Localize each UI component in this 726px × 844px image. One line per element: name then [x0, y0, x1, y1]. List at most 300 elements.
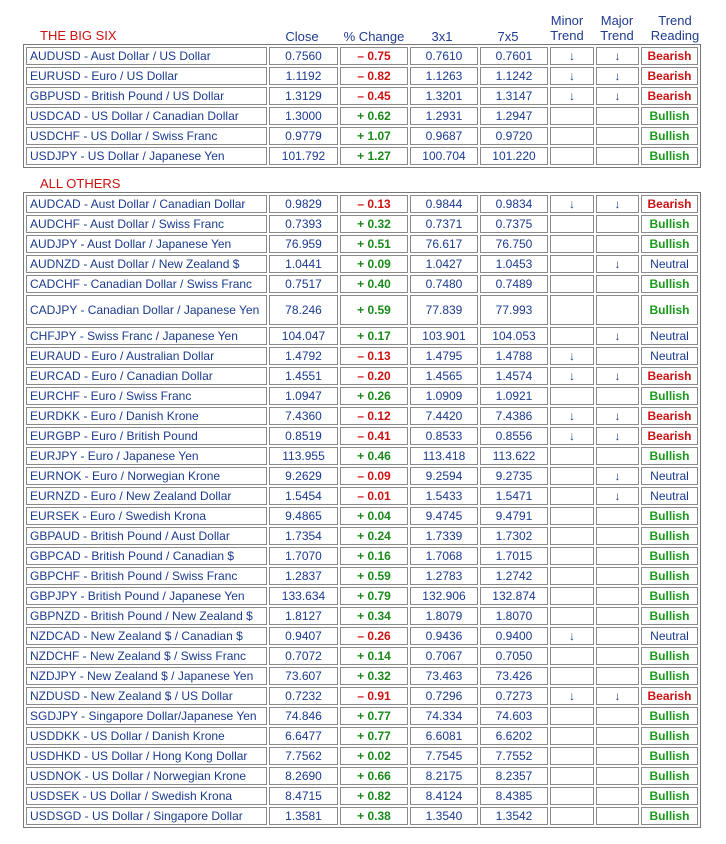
value-3x1: 100.704	[410, 147, 478, 165]
minor-trend-arrow	[550, 807, 594, 825]
value-7x5: 1.4574	[480, 367, 548, 385]
major-trend-arrow	[596, 707, 639, 725]
down-arrow-icon: ↓	[550, 347, 594, 365]
pair-name: AUDUSD - Aust Dollar / US Dollar	[26, 47, 267, 65]
minor-trend-arrow	[550, 255, 594, 273]
value-7x5: 104.053	[480, 327, 548, 345]
down-arrow-icon: ↓	[550, 87, 594, 105]
close-value: 1.5454	[269, 487, 338, 505]
value-7x5: 0.7273	[480, 687, 548, 705]
percent-change: + 0.16	[340, 547, 408, 565]
value-3x1: 1.3201	[410, 87, 478, 105]
header-major-trend-line2: Trend	[600, 28, 634, 43]
pair-name: EURNZD - Euro / New Zealand Dollar	[26, 487, 267, 505]
value-3x1: 103.901	[410, 327, 478, 345]
major-trend-arrow	[596, 447, 639, 465]
value-7x5: 1.3147	[480, 87, 548, 105]
table-row	[26, 275, 698, 293]
close-value: 6.6477	[269, 727, 338, 745]
down-arrow-icon: ↓	[596, 407, 639, 425]
down-arrow-icon: ↓	[596, 427, 639, 445]
value-3x1: 1.0909	[410, 387, 478, 405]
section-title-big-six: THE BIG SIX	[40, 28, 117, 43]
value-3x1: 76.617	[410, 235, 478, 253]
trend-reading: Neutral	[641, 327, 698, 345]
trend-reading: Neutral	[641, 347, 698, 365]
close-value: 9.2629	[269, 467, 338, 485]
value-3x1: 8.4124	[410, 787, 478, 805]
value-7x5: 1.5471	[480, 487, 548, 505]
value-7x5: 8.4385	[480, 787, 548, 805]
trend-reading: Bearish	[641, 407, 698, 425]
percent-change: – 0.09	[340, 467, 408, 485]
down-arrow-icon: ↓	[596, 687, 639, 705]
pair-name: NZDUSD - New Zealand $ / US Dollar	[26, 687, 267, 705]
trend-reading: Neutral	[641, 487, 698, 505]
table-row	[26, 647, 698, 665]
minor-trend-arrow	[550, 727, 594, 745]
close-value: 1.7070	[269, 547, 338, 565]
value-7x5: 9.4791	[480, 507, 548, 525]
major-trend-arrow	[596, 107, 639, 125]
percent-change: – 0.41	[340, 427, 408, 445]
value-3x1: 1.4795	[410, 347, 478, 365]
header-3x1: 3x1	[431, 29, 453, 44]
pair-name: AUDCAD - Aust Dollar / Canadian Dollar	[26, 195, 267, 213]
close-value: 1.3129	[269, 87, 338, 105]
minor-trend-arrow	[550, 787, 594, 805]
minor-trend-arrow	[550, 107, 594, 125]
close-value: 101.792	[269, 147, 338, 165]
percent-change: + 0.82	[340, 787, 408, 805]
value-7x5: 74.603	[480, 707, 548, 725]
table-row	[26, 667, 698, 685]
table-row	[26, 607, 698, 625]
pair-name: USDNOK - US Dollar / Norwegian Krone	[26, 767, 267, 785]
close-value: 1.2837	[269, 567, 338, 585]
minor-trend-arrow	[550, 667, 594, 685]
pair-name: GBPCHF - British Pound / Swiss Franc	[26, 567, 267, 585]
close-value: 76.959	[269, 235, 338, 253]
value-3x1: 8.2175	[410, 767, 478, 785]
table-row	[26, 587, 698, 605]
value-3x1: 1.0427	[410, 255, 478, 273]
value-3x1: 1.4565	[410, 367, 478, 385]
close-value: 1.3581	[269, 807, 338, 825]
value-3x1: 1.2783	[410, 567, 478, 585]
minor-trend-arrow	[550, 747, 594, 765]
percent-change: + 0.77	[340, 727, 408, 745]
value-7x5: 1.0453	[480, 255, 548, 273]
value-7x5: 1.4788	[480, 347, 548, 365]
table-row	[26, 295, 698, 325]
minor-trend-arrow	[550, 235, 594, 253]
major-trend-arrow	[596, 147, 639, 165]
value-3x1: 0.7067	[410, 647, 478, 665]
table-row	[26, 327, 698, 345]
major-trend-arrow	[596, 627, 639, 645]
value-7x5: 9.2735	[480, 467, 548, 485]
close-value: 78.246	[269, 295, 338, 325]
minor-trend-arrow	[550, 127, 594, 145]
trend-reading: Bullish	[641, 807, 698, 825]
close-value: 133.634	[269, 587, 338, 605]
minor-trend-arrow	[550, 647, 594, 665]
pair-name: GBPCAD - British Pound / Canadian $	[26, 547, 267, 565]
close-value: 8.2690	[269, 767, 338, 785]
pair-name: EURJPY - Euro / Japanese Yen	[26, 447, 267, 465]
minor-trend-arrow	[550, 215, 594, 233]
percent-change: – 0.13	[340, 347, 408, 365]
down-arrow-icon: ↓	[596, 367, 639, 385]
value-7x5: 1.1242	[480, 67, 548, 85]
down-arrow-icon: ↓	[550, 427, 594, 445]
value-7x5: 132.874	[480, 587, 548, 605]
value-7x5: 1.0921	[480, 387, 548, 405]
close-value: 9.4865	[269, 507, 338, 525]
major-trend-arrow	[596, 295, 639, 325]
down-arrow-icon: ↓	[550, 407, 594, 425]
percent-change: + 0.34	[340, 607, 408, 625]
percent-change: + 0.32	[340, 215, 408, 233]
trend-reading: Bullish	[641, 107, 698, 125]
value-3x1: 0.9844	[410, 195, 478, 213]
close-value: 1.0441	[269, 255, 338, 273]
pair-name: AUDCHF - Aust Dollar / Swiss Franc	[26, 215, 267, 233]
percent-change: + 0.38	[340, 807, 408, 825]
value-3x1: 0.7371	[410, 215, 478, 233]
trend-reading: Bullish	[641, 215, 698, 233]
header-minor-trend-line1: Minor	[550, 13, 584, 28]
table-row	[26, 447, 698, 465]
value-3x1: 7.4420	[410, 407, 478, 425]
value-3x1: 1.7339	[410, 527, 478, 545]
table-row	[26, 547, 698, 565]
percent-change: + 0.77	[340, 707, 408, 725]
pair-name: AUDNZD - Aust Dollar / New Zealand $	[26, 255, 267, 273]
trend-reading: Bullish	[641, 547, 698, 565]
close-value: 1.7354	[269, 527, 338, 545]
value-7x5: 73.426	[480, 667, 548, 685]
table-row	[26, 367, 698, 385]
major-trend-arrow	[596, 807, 639, 825]
minor-trend-arrow	[550, 467, 594, 485]
value-7x5: 6.6202	[480, 727, 548, 745]
close-value: 0.7232	[269, 687, 338, 705]
close-value: 1.4551	[269, 367, 338, 385]
percent-change: – 0.91	[340, 687, 408, 705]
trend-reading: Neutral	[641, 255, 698, 273]
header-major-trend	[592, 13, 642, 43]
close-value: 8.4715	[269, 787, 338, 805]
trend-reading: Bullish	[641, 387, 698, 405]
pair-name: AUDJPY - Aust Dollar / Japanese Yen	[26, 235, 267, 253]
header-7x5: 7x5	[497, 29, 519, 44]
down-arrow-icon: ↓	[550, 627, 594, 645]
table-row	[26, 427, 698, 445]
table-row	[26, 787, 698, 805]
down-arrow-icon: ↓	[596, 327, 639, 345]
value-3x1: 77.839	[410, 295, 478, 325]
value-3x1: 1.3540	[410, 807, 478, 825]
value-3x1: 9.4745	[410, 507, 478, 525]
table-row	[26, 507, 698, 525]
pair-name: EURNOK - Euro / Norwegian Krone	[26, 467, 267, 485]
major-trend-arrow	[596, 127, 639, 145]
close-value: 113.955	[269, 447, 338, 465]
trend-reading: Bullish	[641, 507, 698, 525]
close-value: 0.7393	[269, 215, 338, 233]
pair-name: EURGBP - Euro / British Pound	[26, 427, 267, 445]
down-arrow-icon: ↓	[596, 195, 639, 213]
percent-change: + 0.02	[340, 747, 408, 765]
minor-trend-arrow	[550, 527, 594, 545]
percent-change: + 0.59	[340, 295, 408, 325]
pair-name: USDCHF - US Dollar / Swiss Franc	[26, 127, 267, 145]
percent-change: + 0.09	[340, 255, 408, 273]
value-7x5: 1.2742	[480, 567, 548, 585]
percent-change: – 0.13	[340, 195, 408, 213]
value-7x5: 0.7375	[480, 215, 548, 233]
value-3x1: 1.5433	[410, 487, 478, 505]
table-row	[26, 67, 698, 85]
minor-trend-arrow	[550, 147, 594, 165]
trend-reading: Bullish	[641, 127, 698, 145]
pair-name: GBPAUD - British Pound / Aust Dollar	[26, 527, 267, 545]
table-row	[26, 387, 698, 405]
trend-reading: Bullish	[641, 275, 698, 293]
trend-reading: Bullish	[641, 647, 698, 665]
down-arrow-icon: ↓	[596, 255, 639, 273]
header-major-trend-line1: Major	[600, 13, 634, 28]
value-7x5: 1.7302	[480, 527, 548, 545]
trend-reading: Bullish	[641, 235, 698, 253]
trend-reading: Bearish	[641, 67, 698, 85]
close-value: 0.9779	[269, 127, 338, 145]
table-row	[26, 147, 698, 165]
value-3x1: 132.906	[410, 587, 478, 605]
trend-reading: Bullish	[641, 767, 698, 785]
value-3x1: 1.8079	[410, 607, 478, 625]
value-7x5: 77.993	[480, 295, 548, 325]
percent-change: – 0.01	[340, 487, 408, 505]
trend-reading: Bearish	[641, 367, 698, 385]
trend-reading: Bullish	[641, 147, 698, 165]
major-trend-arrow	[596, 235, 639, 253]
close-value: 1.8127	[269, 607, 338, 625]
percent-change: – 0.75	[340, 47, 408, 65]
value-3x1: 0.8533	[410, 427, 478, 445]
trend-reading: Bullish	[641, 295, 698, 325]
pair-name: CADCHF - Canadian Dollar / Swiss Franc	[26, 275, 267, 293]
close-value: 0.7560	[269, 47, 338, 65]
percent-change: + 0.17	[340, 327, 408, 345]
trend-reading: Bearish	[641, 427, 698, 445]
close-value: 74.846	[269, 707, 338, 725]
minor-trend-arrow	[550, 547, 594, 565]
major-trend-arrow	[596, 387, 639, 405]
down-arrow-icon: ↓	[550, 195, 594, 213]
value-3x1: 7.7545	[410, 747, 478, 765]
major-trend-arrow	[596, 527, 639, 545]
percent-change: + 0.46	[340, 447, 408, 465]
pair-name: EURUSD - Euro / US Dollar	[26, 67, 267, 85]
value-7x5: 0.9834	[480, 195, 548, 213]
all-others-table	[23, 192, 701, 828]
value-3x1: 6.6081	[410, 727, 478, 745]
close-value: 0.9829	[269, 195, 338, 213]
table-row	[26, 747, 698, 765]
percent-change: – 0.26	[340, 627, 408, 645]
value-3x1: 0.9436	[410, 627, 478, 645]
pair-name: NZDJPY - New Zealand $ / Japanese Yen	[26, 667, 267, 685]
table-row	[26, 807, 698, 825]
pair-name: SGDJPY - Singapore Dollar/Japanese Yen	[26, 707, 267, 725]
down-arrow-icon: ↓	[550, 47, 594, 65]
trend-reading: Bullish	[641, 447, 698, 465]
trend-reading: Bearish	[641, 687, 698, 705]
table-row	[26, 407, 698, 425]
pair-name: CADJPY - Canadian Dollar / Japanese Yen	[26, 295, 267, 325]
value-7x5: 8.2357	[480, 767, 548, 785]
close-value: 104.047	[269, 327, 338, 345]
close-value: 1.4792	[269, 347, 338, 365]
minor-trend-arrow	[550, 567, 594, 585]
value-7x5: 0.8556	[480, 427, 548, 445]
value-7x5: 0.9720	[480, 127, 548, 145]
close-value: 0.7517	[269, 275, 338, 293]
percent-change: – 0.82	[340, 67, 408, 85]
major-trend-arrow	[596, 587, 639, 605]
major-trend-arrow	[596, 275, 639, 293]
pair-name: USDSGD - US Dollar / Singapore Dollar	[26, 807, 267, 825]
header-trend-reading-line1: Trend	[658, 13, 692, 28]
value-7x5: 76.750	[480, 235, 548, 253]
down-arrow-icon: ↓	[550, 687, 594, 705]
value-3x1: 0.7610	[410, 47, 478, 65]
down-arrow-icon: ↓	[550, 367, 594, 385]
header-trend-reading	[644, 13, 706, 43]
major-trend-arrow	[596, 787, 639, 805]
table-row	[26, 727, 698, 745]
value-7x5: 1.7015	[480, 547, 548, 565]
trend-reading: Bullish	[641, 527, 698, 545]
pair-name: USDSEK - US Dollar / Swedish Krona	[26, 787, 267, 805]
value-3x1: 113.418	[410, 447, 478, 465]
trend-reading: Bullish	[641, 747, 698, 765]
down-arrow-icon: ↓	[596, 87, 639, 105]
close-value: 73.607	[269, 667, 338, 685]
header-pct-change: % Change	[343, 29, 405, 44]
value-7x5: 0.7601	[480, 47, 548, 65]
major-trend-arrow	[596, 347, 639, 365]
minor-trend-arrow	[550, 275, 594, 293]
trend-reading: Bearish	[641, 195, 698, 213]
value-3x1: 74.334	[410, 707, 478, 725]
close-value: 0.9407	[269, 627, 338, 645]
big-six-table	[23, 44, 701, 168]
table-row	[26, 467, 698, 485]
close-value: 0.8519	[269, 427, 338, 445]
close-value: 7.4360	[269, 407, 338, 425]
header-close: Close	[285, 29, 319, 44]
down-arrow-icon: ↓	[596, 47, 639, 65]
trend-reading: Bearish	[641, 87, 698, 105]
pair-name: NZDCHF - New Zealand $ / Swiss Franc	[26, 647, 267, 665]
major-trend-arrow	[596, 547, 639, 565]
value-3x1: 73.463	[410, 667, 478, 685]
down-arrow-icon: ↓	[550, 67, 594, 85]
value-7x5: 0.7489	[480, 275, 548, 293]
pair-name: USDDKK - US Dollar / Danish Krone	[26, 727, 267, 745]
value-7x5: 7.7552	[480, 747, 548, 765]
minor-trend-arrow	[550, 327, 594, 345]
major-trend-arrow	[596, 607, 639, 625]
percent-change: + 0.66	[340, 767, 408, 785]
minor-trend-arrow	[550, 587, 594, 605]
value-7x5: 7.4386	[480, 407, 548, 425]
table-row	[26, 707, 698, 725]
table-row	[26, 487, 698, 505]
trend-reading: Bullish	[641, 607, 698, 625]
value-7x5: 101.220	[480, 147, 548, 165]
table-row	[26, 195, 698, 213]
major-trend-arrow	[596, 647, 639, 665]
value-7x5: 1.3542	[480, 807, 548, 825]
table-row	[26, 687, 698, 705]
major-trend-arrow	[596, 747, 639, 765]
minor-trend-arrow	[550, 447, 594, 465]
pair-name: EURDKK - Euro / Danish Krone	[26, 407, 267, 425]
pair-name: USDHKD - US Dollar / Hong Kong Dollar	[26, 747, 267, 765]
pair-name: EURCHF - Euro / Swiss Franc	[26, 387, 267, 405]
header-minor-trend	[542, 13, 592, 43]
table-row	[26, 127, 698, 145]
close-value: 1.1192	[269, 67, 338, 85]
percent-change: – 0.12	[340, 407, 408, 425]
percent-change: + 0.59	[340, 567, 408, 585]
major-trend-arrow	[596, 507, 639, 525]
table-row	[26, 215, 698, 233]
table-row	[26, 107, 698, 125]
table-row	[26, 347, 698, 365]
down-arrow-icon: ↓	[596, 487, 639, 505]
minor-trend-arrow	[550, 487, 594, 505]
close-value: 1.3000	[269, 107, 338, 125]
percent-change: – 0.20	[340, 367, 408, 385]
minor-trend-arrow	[550, 387, 594, 405]
pair-name: GBPJPY - British Pound / Japanese Yen	[26, 587, 267, 605]
trend-reading: Bullish	[641, 787, 698, 805]
value-7x5: 1.8070	[480, 607, 548, 625]
pair-name: NZDCAD - New Zealand $ / Canadian $	[26, 627, 267, 645]
percent-change: + 0.32	[340, 667, 408, 685]
value-3x1: 0.7480	[410, 275, 478, 293]
trend-reading: Neutral	[641, 467, 698, 485]
minor-trend-arrow	[550, 767, 594, 785]
minor-trend-arrow	[550, 707, 594, 725]
trend-reading: Bearish	[641, 47, 698, 65]
value-3x1: 0.7296	[410, 687, 478, 705]
value-7x5: 113.622	[480, 447, 548, 465]
table-row	[26, 47, 698, 65]
percent-change: + 0.62	[340, 107, 408, 125]
table-row	[26, 527, 698, 545]
percent-change: – 0.45	[340, 87, 408, 105]
value-7x5: 1.2947	[480, 107, 548, 125]
table-row	[26, 235, 698, 253]
table-row	[26, 567, 698, 585]
